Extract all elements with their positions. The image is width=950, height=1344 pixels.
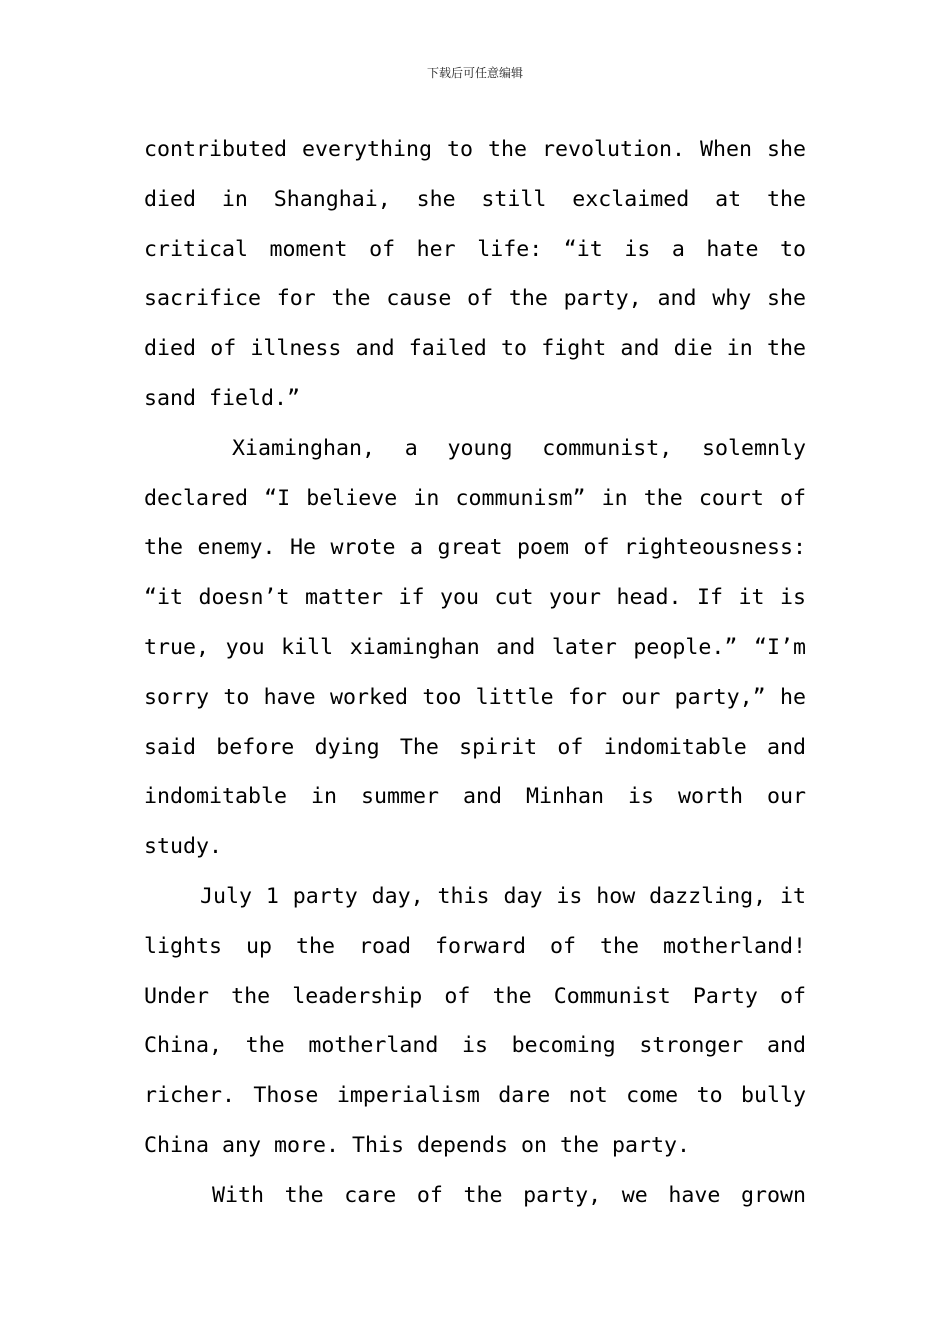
- header-note: 下载后可任意编辑: [426, 66, 523, 80]
- paragraph-3: July 1 party day, this day is how dazzling, it lights up the road forward of the motherland! Under the leadership of the Communist Party of China, the motherland is becoming stronger and richer. Those imperialism dare not come to bully China any more. This depends on the party.: [144, 883, 806, 1158]
- paragraph-2: Xiaminghan, a young communist, solemnly declared “I believe in communism” in the court of the enemy. He wrote a great poem of righteousness: “it doesn’t matter if you cut your head. If it is true, you kill xiaminghan and later people.” “I’m sorry to have worked too little for our party,” he said before dying The spirit of indomitable and indomitable in summer and Minhan is worth our study.: [144, 435, 806, 860]
- page-header: [0, 64, 950, 82]
- body-text: [144, 125, 806, 1221]
- paragraph-1: contributed everything to the revolution. When she died in Shanghai, she still exclaimed at the critical moment of her life: “it is a hate to sacrifice for the cause of the party, and why she died of illness and failed to fight and die in the sand field.”: [144, 137, 806, 411]
- paragraph-4: With the care of the party, we have grown: [212, 1182, 806, 1208]
